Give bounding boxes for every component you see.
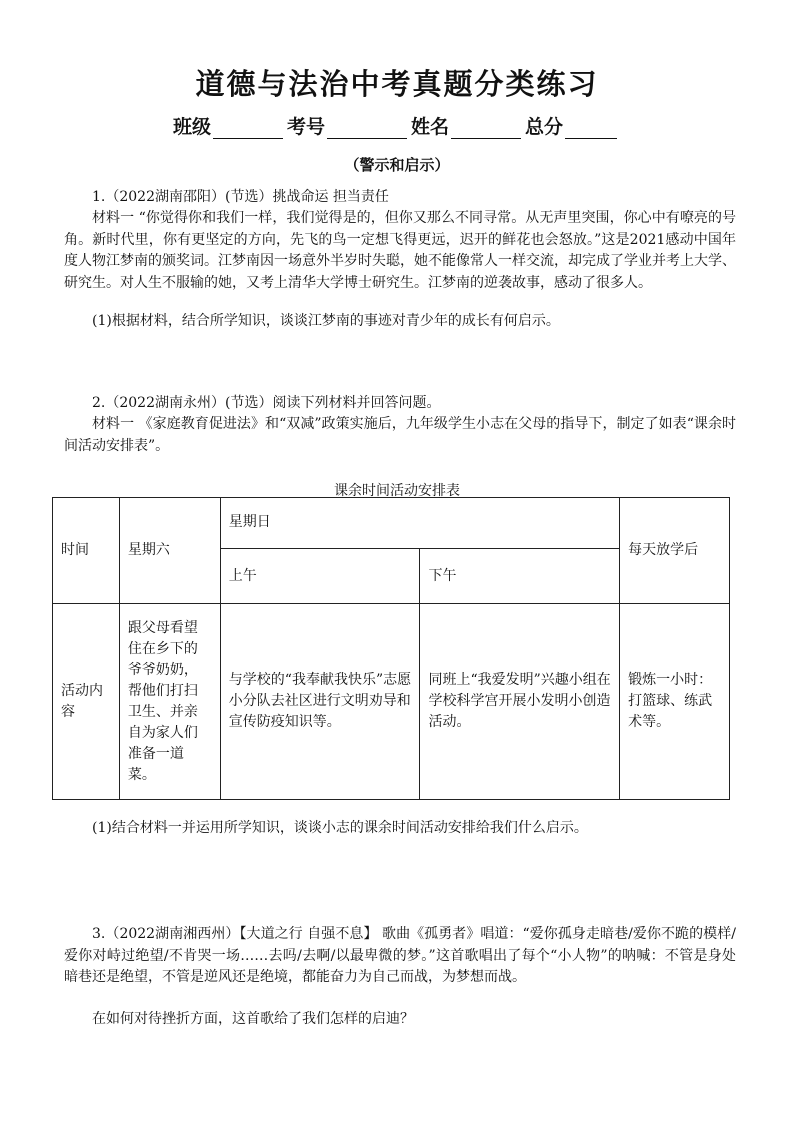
section-title: （警示和启示）	[344, 156, 450, 174]
score-blank[interactable]	[565, 119, 617, 139]
q2-material: 材料一 《家庭教育促进法》和“双减”政策实施后，九年级学生小志在父母的指导下，制定了如表“课余时间活动安排表”。	[64, 416, 736, 454]
q3-question: 在如何对待挫折方面，这首歌给了我们怎样的启迪？	[92, 1011, 414, 1027]
page-title: 道德与法治中考真题分类练习	[195, 67, 599, 101]
q2-header: 2.（2022湖南永州）(节选）阅读下列材料并回答问题。	[92, 395, 441, 411]
header-sunday-afternoon: 下午	[420, 549, 620, 604]
table-caption: 课余时间活动安排表	[334, 483, 460, 499]
header-after-school: 每天放学后	[620, 498, 730, 604]
header-sunday: 星期日	[220, 498, 619, 549]
class-label: 班级	[172, 116, 211, 138]
q3-material: 3.（2022湖南湘西州）【大道之行 自强不息】 歌曲《孤勇者》唱道：“爱你孤身走暗巷/爱你不跪的模样/爱你对峙过绝望/不肯哭一场……去吗/去啊/以最卑微的梦。”这首歌唱出了每个“小人物”的呐喊：不管是身处暗巷还是绝望，不管是逆风还是绝境，都能奋力为自己而战，为梦想而战。	[64, 926, 736, 985]
row-label-activity: 活动内容	[53, 604, 120, 800]
cell-sunday-morning-activity: 与学校的“我奉献我快乐”志愿小分队去社区进行文明劝导和宣传防疫知识等。	[220, 604, 420, 800]
header-time: 时间	[53, 498, 120, 604]
cell-sunday-afternoon-activity: 同班上“我爱发明”兴趣小组在学校科学宫开展小发明小创造活动。	[420, 604, 620, 800]
header-sunday-morning: 上午	[220, 549, 420, 604]
name-label: 姓名	[411, 116, 450, 138]
q1-material: 材料一 “你觉得你和我们一样，我们觉得是的，但你又那么不同寻常。从无声里突围，你心中有嘹亮的号角。新时代里，你有更坚定的方向，先飞的鸟一定想飞得更远，迟开的鲜花也会怒放。”这是2021感动中国年度人物江梦南的颁奖词。江梦南因一场意外半岁时失聪，她不能像常人一样交流，却完成了学业并考上大学、研究生。对人生不服输的她，又考上清华大学博士研究生。江梦南的逆袭故事，感动了很多人。	[64, 210, 736, 291]
q1-question: (1)根据材料，结合所学知识，谈谈江梦南的事迹对青少年的成长有何启示。	[92, 313, 560, 329]
number-label: 考号	[286, 116, 325, 138]
name-blank[interactable]	[451, 119, 521, 139]
cell-saturday-activity: 跟父母看望住在乡下的爷爷奶奶，帮他们打扫卫生、并亲自为家人们准备一道菜。	[119, 604, 220, 800]
class-blank[interactable]	[213, 119, 283, 139]
cell-after-school-activity: 锻炼一小时：打篮球、练武术等。	[620, 604, 730, 800]
number-blank[interactable]	[327, 119, 407, 139]
q1-header: 1.（2022湖南邵阳）(节选）挑战命运 担当责任	[92, 189, 389, 205]
student-info-line	[0, 112, 794, 139]
q2-question: (1)结合材料一并运用所学知识，谈谈小志的课余时间活动安排给我们什么启示。	[92, 820, 588, 836]
score-label: 总分	[525, 116, 564, 138]
header-saturday: 星期六	[119, 498, 220, 604]
activity-schedule-table	[52, 497, 730, 800]
